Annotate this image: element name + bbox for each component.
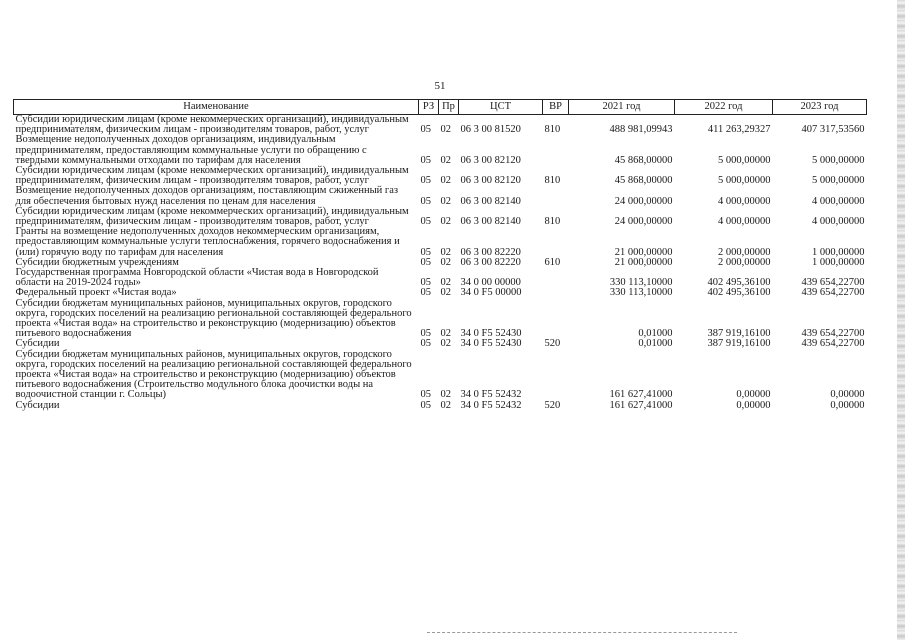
- row-name: Субсидии юридическим лицам (кроме некоммерческих организаций), индивидуальным предпринимателям, физическим лицам - производителям товаров, работ, услуг: [15, 165, 409, 187]
- row-value-2022: 4 000,00000: [718, 216, 771, 228]
- budget-table: [13, 99, 867, 411]
- row-vr: [543, 268, 569, 288]
- row-rz: 05: [420, 195, 431, 207]
- row-pr: 02: [440, 389, 451, 401]
- table-row: [14, 401, 867, 411]
- row-name: Субсидии бюджетам муниципальных районов, муниципальных округов, городского округа, городских поселений на реализацию региональной составляющей федерального проекта «Чистая вода» на строительство и реконструкцию (модернизацию) объектов питьевого водоснабжения (Строительство модульного блока доочистки воды на водоочистной станции г. Сольцы): [15, 348, 412, 401]
- row-value-2023: 5 000,00000: [812, 175, 865, 187]
- column-header: 2023 год: [773, 100, 867, 115]
- row-vr: [543, 299, 569, 340]
- row-pr: 02: [440, 195, 451, 207]
- row-value-2023: 439 654,22700: [801, 277, 865, 289]
- row-vr: [543, 227, 569, 258]
- row-vr: [543, 350, 569, 401]
- row-rz: 05: [420, 124, 431, 136]
- row-rz: 05: [420, 154, 431, 166]
- row-pr: 02: [440, 277, 451, 289]
- row-name: Субсидии: [15, 399, 60, 411]
- row-rz: 05: [420, 246, 431, 258]
- row-value-2023: 1 000,00000: [812, 256, 865, 268]
- row-rz: 05: [420, 287, 431, 299]
- row-name: Субсидии: [15, 338, 60, 350]
- row-vr: 810: [544, 216, 561, 228]
- row-value-2023: 0,00000: [830, 389, 865, 401]
- row-cst: 34 0 F5 00000: [460, 287, 522, 299]
- row-value-2021: 161 627,41000: [609, 389, 673, 401]
- row-name: Субсидии юридическим лицам (кроме некоммерческих организаций), индивидуальным предпринимателям, физическим лицам - производителям товаров, работ, услуг: [15, 114, 409, 136]
- row-value-2021: 161 627,41000: [609, 399, 673, 411]
- row-rz: 05: [420, 389, 431, 401]
- row-value-2021: 330 113,10000: [609, 287, 673, 299]
- row-vr: [543, 288, 569, 298]
- row-cst: 34 0 F5 52432: [460, 389, 522, 401]
- row-vr: 520: [544, 399, 561, 411]
- row-value-2022: 387 919,16100: [707, 328, 771, 340]
- row-pr: 02: [440, 399, 451, 411]
- column-header: Наименование: [14, 100, 419, 115]
- column-header: РЗ: [419, 100, 439, 115]
- row-rz: 05: [420, 399, 431, 411]
- row-value-2023: 5 000,00000: [812, 154, 865, 166]
- table-row: [14, 299, 867, 340]
- row-pr: 02: [440, 124, 451, 136]
- row-pr: 02: [440, 175, 451, 187]
- row-value-2021: 488 981,09943: [609, 124, 673, 136]
- row-name: Субсидии бюджетным учреждениям: [15, 256, 179, 268]
- row-rz: 05: [420, 277, 431, 289]
- row-value-2022: 2 000,00000: [718, 256, 771, 268]
- row-vr: 810: [544, 175, 561, 187]
- row-value-2023: 439 654,22700: [801, 338, 865, 350]
- row-name: Субсидии бюджетам муниципальных районов, муниципальных округов, городского округа, городских поселений на реализацию региональной составляющей федерального проекта «Чистая вода» на строительство и реконструкцию (модернизацию) объектов питьевого водоснабжения: [15, 297, 412, 340]
- row-pr: 02: [440, 216, 451, 228]
- row-value-2021: 45 868,00000: [614, 154, 673, 166]
- row-value-2022: 402 495,36100: [707, 287, 771, 299]
- column-header: ВР: [543, 100, 569, 115]
- table-row: [14, 207, 867, 227]
- row-cst: 06 3 00 82140: [460, 195, 521, 207]
- row-value-2023: 4 000,00000: [812, 195, 865, 207]
- table-body: [14, 115, 867, 411]
- column-header: 2022 год: [675, 100, 773, 115]
- bottom-divider: [427, 632, 737, 633]
- row-name: Возмещение недополученных доходов организациям, поставляющим сжиженный газ для обеспечения бытовых нужд населения по ценам для населения: [15, 185, 399, 207]
- row-pr: 02: [440, 287, 451, 299]
- row-cst: 34 0 F5 52430: [460, 328, 522, 340]
- row-value-2022: 5 000,00000: [718, 154, 771, 166]
- row-name: Гранты на возмещение недополученных доходов некоммерческим организациям, предоставляющим коммунальные услуги теплоснабжения, горячего водоснабжения и (или) горячую воду по тарифам для населения: [15, 226, 400, 258]
- row-pr: 02: [440, 328, 451, 340]
- column-header: ЦСТ: [459, 100, 543, 115]
- row-vr: 610: [544, 256, 561, 268]
- row-value-2021: 0,01000: [638, 328, 673, 340]
- table-row: [14, 350, 867, 401]
- row-value-2023: 1 000,00000: [812, 246, 865, 258]
- table-row: [14, 186, 867, 206]
- scan-edge: [897, 0, 905, 640]
- row-value-2022: 4 000,00000: [718, 195, 771, 207]
- row-value-2022: 0,00000: [736, 389, 771, 401]
- table-row: [14, 227, 867, 258]
- row-cst: 06 3 00 82220: [460, 246, 521, 258]
- row-rz: 05: [420, 328, 431, 340]
- row-vr: 810: [544, 124, 561, 136]
- row-value-2022: 411 263,29327: [707, 124, 771, 136]
- table-row: [14, 166, 867, 186]
- row-pr: 02: [440, 256, 451, 268]
- row-name: Государственная программа Новгородской области «Чистая вода в Новгородской области на 2019-2024 годы»: [15, 267, 379, 289]
- row-vr: 520: [544, 338, 561, 350]
- row-name: Возмещение недополученных доходов организациям, индивидуальным предпринимателям, предоставляющим коммунальные услуги по обращению с твердыми коммунальными отходами по тарифам для населения: [15, 134, 367, 166]
- row-value-2022: 387 919,16100: [707, 338, 771, 350]
- row-value-2023: 0,00000: [830, 399, 865, 411]
- page-number: 51: [434, 80, 446, 92]
- row-value-2021: 330 113,10000: [609, 277, 673, 289]
- row-pr: 02: [440, 246, 451, 258]
- row-value-2023: 439 654,22700: [801, 328, 865, 340]
- row-cst: 06 3 00 82120: [460, 175, 521, 187]
- row-cst: 06 3 00 82220: [460, 256, 521, 268]
- row-pr: 02: [440, 338, 451, 350]
- row-value-2023: 4 000,00000: [812, 216, 865, 228]
- row-value-2023: 439 654,22700: [801, 287, 865, 299]
- row-value-2021: 0,01000: [638, 338, 673, 350]
- row-rz: 05: [420, 256, 431, 268]
- column-header: Пр: [439, 100, 459, 115]
- table-row: [14, 268, 867, 288]
- row-rz: 05: [420, 216, 431, 228]
- row-value-2022: 2 000,00000: [718, 246, 771, 258]
- table-row: [14, 135, 867, 166]
- row-cst: 06 3 00 82120: [460, 154, 521, 166]
- row-name: Субсидии юридическим лицам (кроме некоммерческих организаций), индивидуальным предпринимателям, физическим лицам - производителям товаров, работ, услуг: [15, 205, 409, 228]
- row-rz: 05: [420, 338, 431, 350]
- row-value-2021: 21 000,00000: [614, 246, 673, 258]
- row-pr: 02: [440, 154, 451, 166]
- row-cst: 06 3 00 82140: [460, 216, 521, 228]
- row-vr: [543, 135, 569, 166]
- row-cst: 06 3 00 81520: [460, 124, 521, 136]
- row-value-2022: 0,00000: [736, 399, 771, 411]
- row-value-2022: 402 495,36100: [707, 277, 771, 289]
- row-cst: 34 0 F5 52430: [460, 338, 522, 350]
- table-header-row: [14, 100, 867, 115]
- column-header: 2021 год: [569, 100, 675, 115]
- row-value-2021: 45 868,00000: [614, 175, 673, 187]
- row-value-2021: 24 000,00000: [614, 216, 673, 228]
- row-cst: 34 0 F5 52432: [460, 399, 522, 411]
- row-rz: 05: [420, 175, 431, 187]
- row-vr: [543, 186, 569, 206]
- row-name: Федеральный проект «Чистая вода»: [15, 287, 177, 299]
- row-value-2022: 5 000,00000: [718, 175, 771, 187]
- row-value-2023: 407 317,53560: [801, 124, 865, 136]
- row-value-2021: 24 000,00000: [614, 195, 673, 207]
- row-cst: 34 0 00 00000: [460, 277, 521, 289]
- row-value-2021: 21 000,00000: [614, 256, 673, 268]
- table-row: [14, 115, 867, 136]
